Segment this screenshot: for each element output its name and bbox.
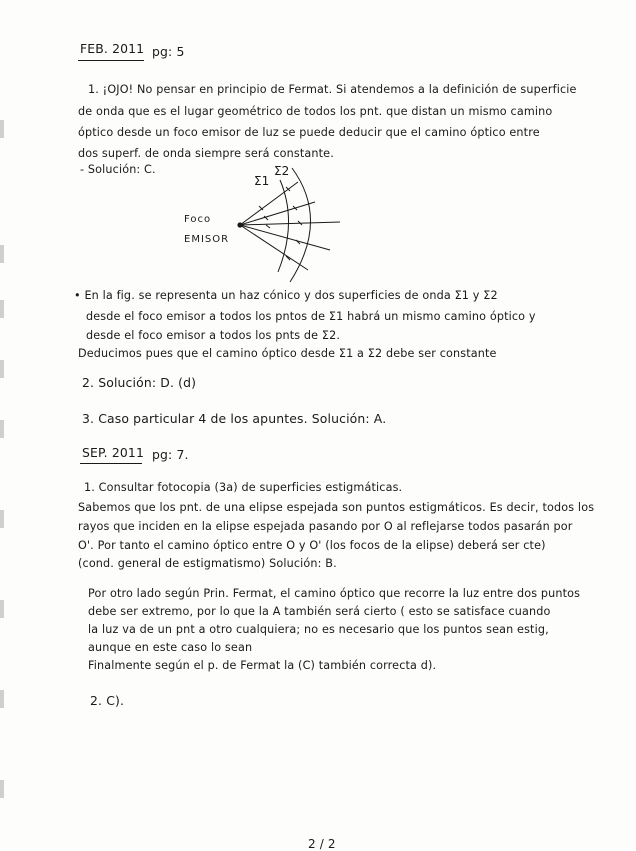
binder-mark — [0, 690, 4, 708]
extra-line-3: la luz va de un pnt a otro cualquiera; no es necesario que los puntos sean estig, — [88, 623, 549, 636]
s2-q2-answer: 2. C). — [90, 693, 125, 708]
q1-solution: - Solución: C. — [80, 163, 156, 176]
sigma1-label: Σ1 — [254, 174, 270, 188]
ray-line — [240, 225, 330, 250]
binder-mark — [0, 120, 4, 138]
ray-line — [240, 182, 298, 225]
binder-mark — [0, 420, 4, 438]
explanation-line-2: desde el foco emisor a todos los pntos de Σ1 habrá un mismo camino óptico y — [86, 310, 536, 323]
extra-line-1: Por otro lado según Prin. Fermat, el camino óptico que recorre la luz entre dos puntos — [88, 587, 581, 600]
binder-mark — [0, 600, 4, 618]
explanation-line-4: Deducimos pues que el camino óptico desde Σ1 a Σ2 debe ser constante — [78, 347, 497, 360]
q3-answer: 3. Caso particular 4 de los apuntes. Solución: A. — [82, 411, 387, 426]
extra-line-4: aunque en este caso lo sean — [88, 641, 253, 654]
s2-q1-line-1: 1. Consultar fotocopia (3a) de superficies estigmáticas. — [84, 481, 403, 494]
q1-line-3: óptico desde un foco emisor de luz se puede deducir que el camino óptico entre — [78, 126, 540, 139]
section-header-feb: FEB. 2011 — [80, 41, 145, 56]
ray-line — [240, 222, 340, 225]
explanation-line-3: desde el foco emisor a todos los pnts de Σ2. — [86, 329, 341, 342]
emisor-label: EMISOR — [184, 234, 230, 245]
q2-answer: 2. Solución: D. (d) — [82, 375, 197, 390]
q1-line-2: de onda que es el lugar geométrico de todos los pnt. que distan un mismo camino — [78, 105, 553, 118]
s2-q1-line-5: (cond. general de estigmatismo) Solución: B. — [78, 557, 337, 570]
extra-line-5: Finalmente según el p. de Fermat la (C) también correcta d). — [88, 659, 437, 672]
foco-label: Foco — [184, 214, 212, 225]
binder-mark — [0, 510, 4, 528]
s2-q1-line-3: rayos que inciden en la elipse espejada pasando por O al reflejarse todos pasarán por — [78, 520, 573, 533]
wavefront-sigma1 — [278, 180, 289, 272]
page-number: 2 / 2 — [308, 837, 336, 851]
q1-line-1: 1. ¡OJO! No pensar en principio de Fermat. Si atendemos a la definición de superficie — [88, 83, 577, 96]
header-underline — [78, 60, 144, 61]
sigma2-label: Σ2 — [274, 164, 290, 178]
binder-mark — [0, 300, 4, 318]
header-underline — [80, 463, 142, 464]
extra-line-2: debe ser extremo, por lo que la A también será cierto ( esto se satisface cuando — [88, 605, 551, 618]
page-reference: pg: 5 — [152, 44, 185, 59]
ray-line — [240, 202, 315, 225]
explanation-line-1: • En la fig. se representa un haz cónico y dos superficies de onda Σ1 y Σ2 — [74, 289, 498, 302]
wavefront-diagram — [180, 160, 350, 285]
binder-mark — [0, 360, 4, 378]
section-header-sep: SEP. 2011 — [82, 445, 144, 460]
binder-mark — [0, 780, 4, 798]
focus-point — [237, 222, 242, 227]
page-reference: pg: 7. — [152, 447, 189, 462]
q1-line-4: dos superf. de onda siempre será constante. — [78, 147, 334, 160]
s2-q1-line-2: Sabemos que los pnt. de una elipse espejada son puntos estigmáticos. Es decir, todos los — [78, 501, 595, 514]
binder-mark — [0, 245, 4, 263]
ray-line — [240, 225, 308, 270]
s2-q1-line-4: O'. Por tanto el camino óptico entre O y O' (los focos de la elipse) deberá ser cte) — [78, 539, 546, 552]
